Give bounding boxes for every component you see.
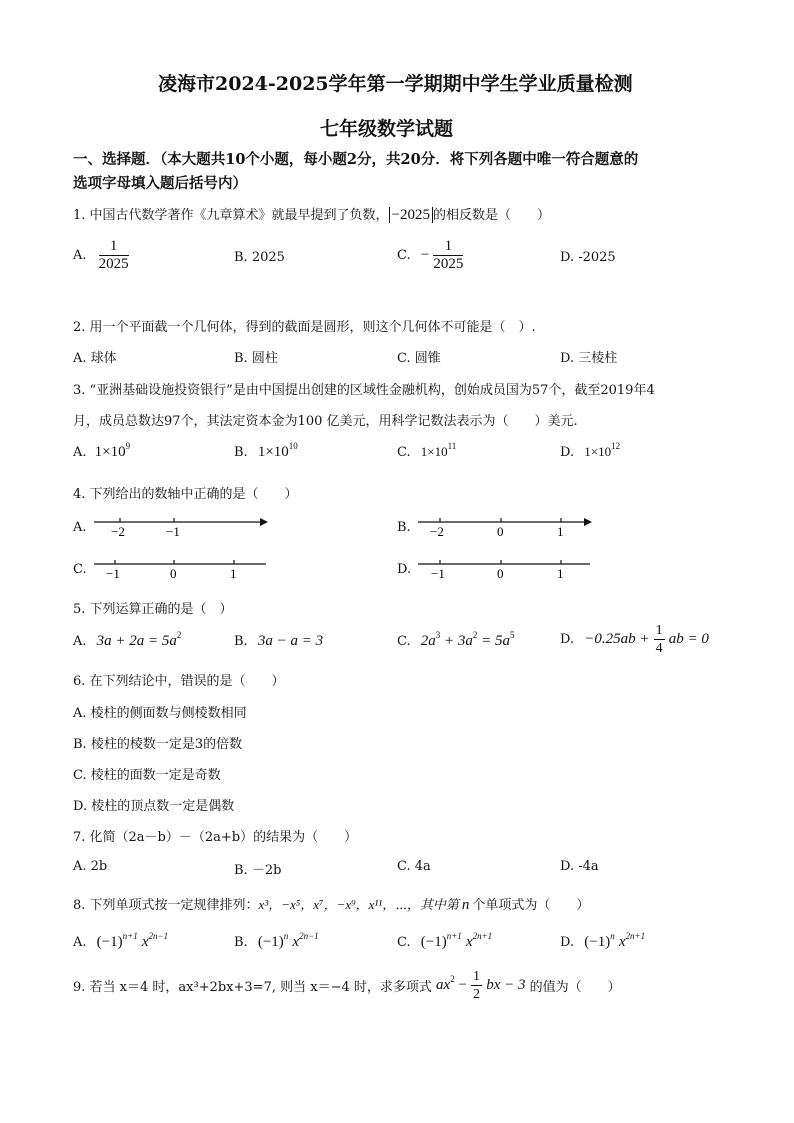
q5-option-d [560, 622, 709, 657]
question-7: 7. 化简（2a－b）－（2a+b）的结果为（ ） [73, 830, 358, 845]
q3-option-b [234, 441, 298, 461]
expr-variable: x [465, 934, 473, 950]
fraction [654, 622, 665, 657]
sci-notation [257, 441, 298, 460]
fraction [99, 238, 129, 273]
sci-notation [94, 441, 131, 460]
fraction-denominator: 2025 [433, 256, 464, 272]
option-label: B. [234, 445, 248, 460]
polynomial-expression [436, 974, 467, 993]
sci-base: 1×10 [584, 444, 612, 459]
expr-exponent: n+1 [122, 931, 138, 941]
option-label: C. [397, 445, 411, 460]
q6-option-b: B. 棱柱的棱数一定是3的倍数 [73, 737, 243, 752]
number-line-c [88, 552, 273, 582]
expr-exponent: 3 [435, 630, 441, 640]
expr-exponent: 5 [510, 630, 515, 640]
tick-label: 0 [170, 566, 177, 581]
q8-option-b [234, 931, 319, 951]
fraction [433, 238, 463, 273]
option-label: A. [73, 935, 87, 950]
sci-exponent: 11 [447, 441, 457, 451]
q7-option-d: D. -4a [560, 859, 599, 874]
q8-option-d [560, 931, 646, 951]
sci-base: 1×10 [94, 444, 126, 460]
q4-option-b-label: B. [397, 520, 411, 535]
expr-part: − [454, 977, 467, 993]
question-1-tail: 的相反数是（ ） [433, 208, 551, 223]
option-label: D. [560, 935, 575, 950]
expr-exponent: 2 [176, 630, 182, 640]
question-6: 6. 在下列结论中，错误的是（ ） [73, 674, 285, 689]
q1-option-d: D. -2025 [560, 250, 616, 265]
question-1-text: 1. 中国古代数学著作《九章算术》就最早提到了负数， [73, 208, 389, 223]
option-label: A. [73, 248, 87, 263]
expr-exponent: n+1 [446, 931, 462, 941]
sci-base: 1×10 [257, 444, 289, 460]
q7-option-b: B. －2b [234, 863, 282, 878]
q7-option-a: A. 2b [73, 859, 108, 874]
expr-exponent: 2n+1 [472, 931, 493, 941]
q2-option-c: C. 圆锥 [397, 351, 441, 366]
expr-part: ax [436, 977, 451, 993]
question-2: 2. 用一个平面截一个几何体，得到的截面是圆形，则这个几何体不可能是（ ）. [73, 320, 536, 335]
math-expression: 3a − a = 3 [257, 633, 324, 649]
option-label: D. [560, 632, 575, 647]
question-9 [73, 968, 621, 1003]
option-label: B. [234, 935, 248, 950]
minus-sign: − [420, 247, 430, 263]
exam-subtitle: 七年级数学试题 [320, 118, 454, 140]
section-header-line2: 选项字母填入题后括号内） [73, 175, 247, 192]
expr-exponent: 2 [450, 974, 455, 984]
question-9-tail: 的值为（ ） [529, 980, 621, 995]
option-label: B. [234, 634, 248, 649]
expr-base: (−1) [584, 934, 611, 950]
expr-part: 2a [420, 633, 436, 649]
q5-option-b [234, 633, 323, 650]
q1-option-b: B. 2025 [234, 250, 285, 265]
expr-variable: x [618, 934, 626, 950]
fraction-numerator: 1 [99, 238, 129, 256]
q4-option-a-label: A. [73, 520, 87, 535]
q4-option-d-label: D. [397, 562, 412, 577]
tick-label: 1 [230, 566, 237, 581]
question-1 [73, 204, 550, 224]
monomial-sequence: x³，−x⁵，x⁷，−x⁹，x¹¹，⋯，其中第 [258, 897, 459, 912]
q3-option-c [397, 441, 457, 460]
option-label: C. [397, 634, 411, 649]
expr-exponent: 2n+1 [625, 931, 646, 941]
option-label: C. [397, 248, 411, 263]
question-3-line2: 月，成员总数达97个，其法定资本金为100 亿美元，用科学记数法表示为（ ）美元. [73, 414, 578, 429]
expr-base: (−1) [96, 934, 123, 950]
sci-exponent: 9 [125, 441, 131, 451]
expr-exponent: 2 [472, 630, 478, 640]
q1-option-a [73, 238, 129, 273]
number-line-b [412, 510, 597, 540]
expr-part: ab = 0 [668, 631, 709, 647]
variable-n: n [461, 897, 470, 913]
q4-option-c-label: C. [73, 562, 87, 577]
question-8 [73, 894, 589, 914]
tick-label: 0 [497, 524, 504, 539]
tick-label: −1 [106, 566, 120, 581]
math-expression [96, 630, 182, 649]
q7-option-c: C. 4a [397, 859, 431, 874]
exam-title: 凌海市2024-2025学年第一学期期中学生学业质量检测 [158, 73, 633, 95]
number-line-d [412, 552, 597, 582]
question-8-tail: 个单项式为（ ） [472, 898, 590, 913]
expr-base: (−1) [420, 934, 447, 950]
sci-base: 1×10 [420, 444, 448, 459]
tick-label: −2 [111, 524, 125, 539]
fraction-numerator: 1 [433, 238, 463, 256]
option-label: C. [397, 935, 411, 950]
q6-option-c: C. 棱柱的面数一定是奇数 [73, 768, 221, 783]
q6-option-d: D. 棱柱的顶点数一定是偶数 [73, 799, 235, 814]
question-4: 4. 下列给出的数轴中正确的是（ ） [73, 487, 298, 502]
expr-part: = 5a [477, 633, 511, 649]
tick-label: 1 [557, 566, 564, 581]
question-9-text: 9. 若当 x＝4 时，ax³+2bx+3=7, 则当 x＝−4 时，求多项式 [73, 980, 432, 995]
option-label: A. [73, 634, 87, 649]
expr-variable: x [141, 934, 149, 950]
tick-label: 0 [497, 566, 504, 581]
q3-option-d [560, 441, 621, 460]
question-8-text: 8. 下列单项式按一定规律排列： [73, 898, 259, 913]
sci-exponent: 10 [288, 441, 298, 451]
q1-option-c [397, 238, 463, 273]
sci-notation [420, 441, 457, 459]
q2-option-d: D. 三棱柱 [560, 351, 618, 366]
section-header-line1: 一、选择题．（本大题共10个小题，每小题2分，共20分．将下列各题中唯一符合题意的 [73, 151, 639, 168]
expr-base: (−1) [257, 934, 284, 950]
expr-variable: x [292, 934, 300, 950]
q6-option-a: A. 棱柱的侧面数与侧棱数相同 [73, 706, 247, 721]
fraction-denominator: 4 [655, 641, 663, 656]
q3-option-a [73, 441, 131, 461]
option-label: A. [73, 445, 87, 460]
q5-option-c [397, 630, 515, 650]
q8-option-c [397, 931, 493, 951]
expr-exponent: 2n−1 [148, 931, 169, 941]
q8-option-a [73, 931, 169, 951]
question-3-line1: 3. “亚洲基础设施投资银行”是由中国提出创建的区域性金融机构，创始成员国为57个，截至2019年4 [73, 383, 655, 398]
expr-body: 3a + 2a = 5a [96, 633, 177, 649]
q2-option-b: B. 圆柱 [234, 351, 278, 366]
expr-part: + 3a [440, 633, 473, 649]
abs-value-expr: −2025 [389, 207, 433, 223]
tick-label: −2 [430, 524, 444, 539]
expr-exponent: 2n−1 [299, 931, 319, 941]
expr-exponent: n [283, 931, 289, 941]
expr-exponent: n [610, 931, 615, 941]
q2-option-a: A. 球体 [73, 351, 117, 366]
sci-exponent: 12 [611, 441, 621, 451]
fraction-numerator: 1 [655, 623, 663, 638]
expr-part: −0.25ab + [584, 631, 650, 647]
math-expression [420, 630, 515, 649]
tick-label: 1 [557, 524, 564, 539]
fraction-denominator: 2 [473, 987, 481, 1002]
tick-label: −1 [431, 566, 445, 581]
question-5: 5. 下列运算正确的是（ ） [73, 602, 233, 617]
expr-part: bx − 3 [486, 977, 526, 993]
option-label: D. [560, 445, 575, 460]
fraction-denominator: 2025 [98, 256, 129, 272]
q5-option-a [73, 630, 182, 650]
sci-notation [584, 441, 621, 459]
fraction-numerator: 1 [473, 969, 481, 984]
fraction [471, 968, 482, 1003]
tick-label: −1 [166, 524, 180, 539]
number-line-a [88, 510, 273, 540]
